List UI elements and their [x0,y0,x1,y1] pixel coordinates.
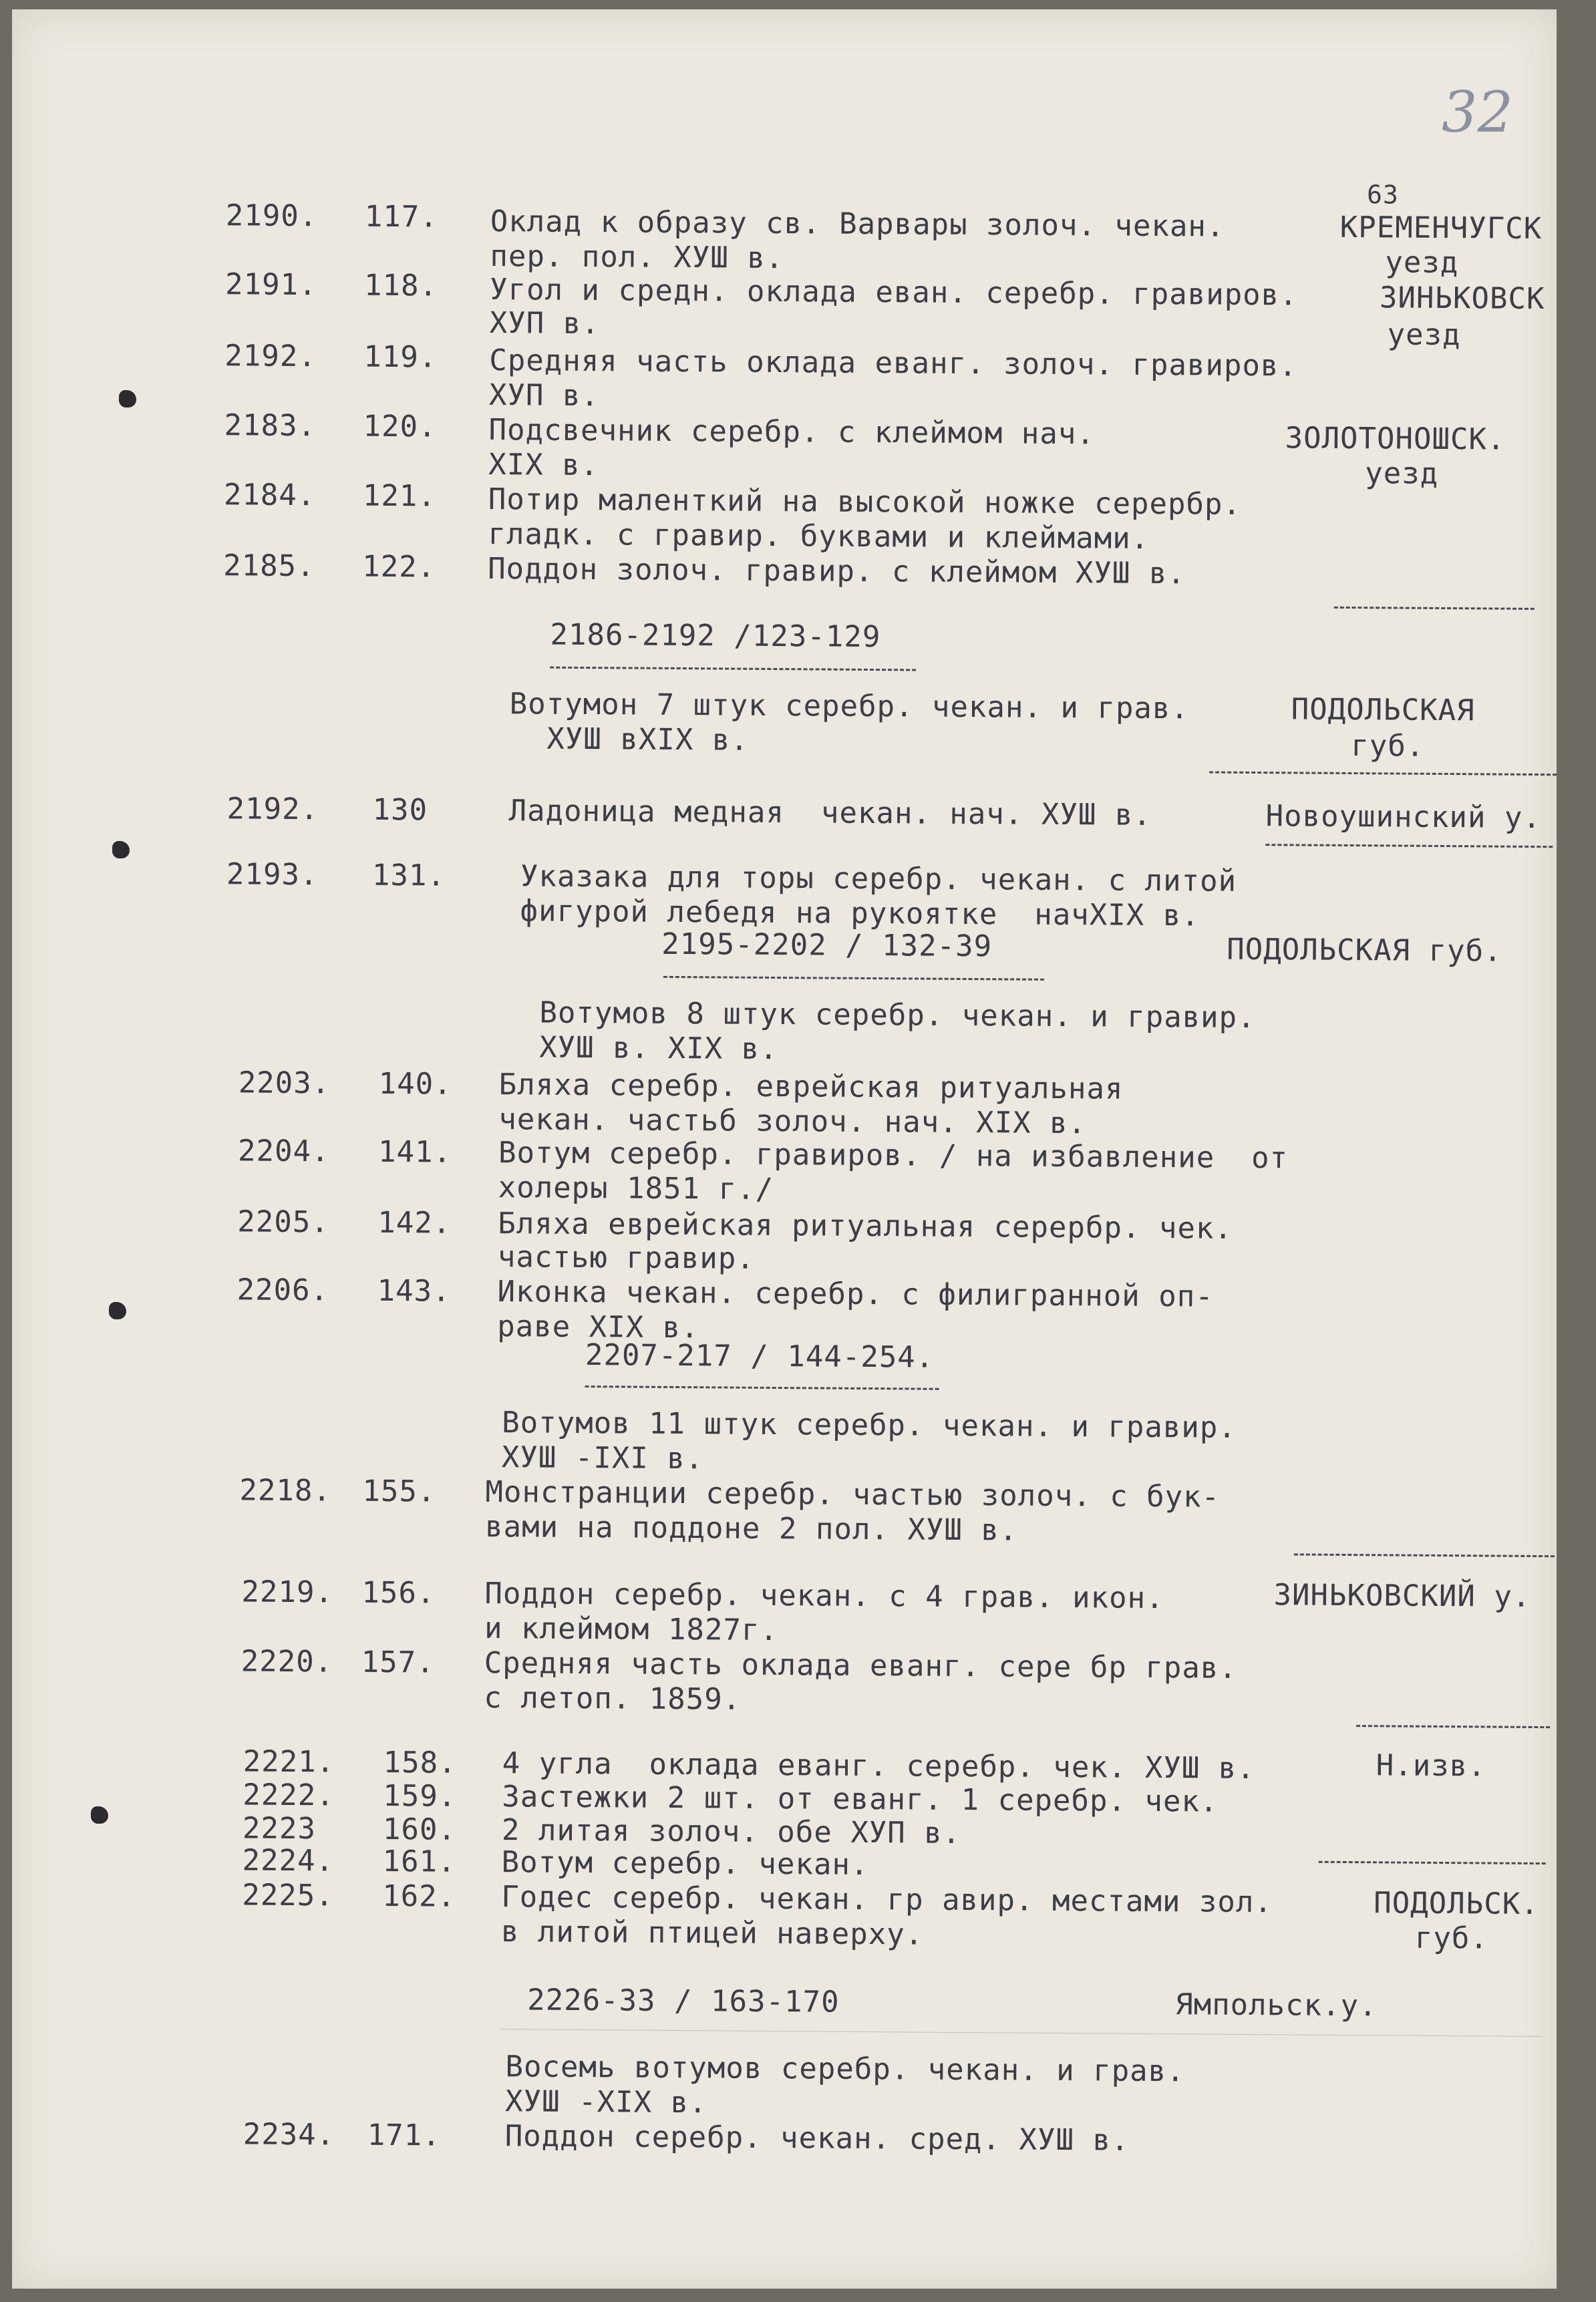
entry-index: 161. [382,1844,456,1879]
entry-index: 130 [372,792,428,828]
region-note: 63 [1366,180,1400,210]
entry-index: 118. [363,268,438,303]
entry-text-cont: ХУП в. [489,306,600,341]
entry-number: 2218. [239,1473,332,1508]
entry-number: 2221. [243,1744,335,1780]
divider-line [1319,1861,1546,1864]
region-label: Ямпольск.у. [1175,1987,1378,2023]
entry-index: 157. [361,1645,435,1680]
entry-index: 155. [362,1474,436,1509]
punch-hole [119,390,136,407]
region-label-sub: уезд [1385,245,1459,281]
entry-number: 2219. [241,1575,334,1610]
entry-index: 120. [363,409,437,444]
entry-text-cont: чекан. частьб золоч. нач. XIX в. [498,1102,1087,1141]
punch-hole [112,841,130,858]
region-label: ЗИНЬКОВСК [1379,281,1545,317]
divider-line [1356,1725,1550,1728]
entry-text: Средняя часть оклада еванг. сере бр грав. [484,1645,1237,1685]
entry-text: Монстранции серебр. частью золоч. с бук- [485,1475,1221,1514]
group-range: 2226-33 / 163-170 [527,1983,840,2019]
entry-number: 2220. [241,1644,333,1679]
entry-text: Бляха серебр. еврейская ритуальная [498,1067,1124,1106]
divider-line [585,1385,939,1390]
entry-index: 156. [361,1575,436,1611]
region-label-sub: уезд [1365,456,1439,491]
document-page [12,9,1557,2289]
entry-text-cont: фигурой лебедя на рукоятке начXIX в. [520,894,1200,933]
entry-index: 159. [383,1778,457,1814]
entry-index: 117. [364,199,438,234]
entry-text: Оклад к образу св. Варвары золоч. чекан. [490,204,1225,244]
group-range: 2195-2202 / 132-39 [661,927,993,964]
divider-line [550,667,916,671]
entry-text: Вотум серебр. чекан. [501,1845,869,1882]
group-range: 2186-2192 /123-129 [550,617,881,655]
region-label: ПОДОЛЬСКАЯ губ. [1227,932,1502,969]
entry-text-cont: и клеймом 1827г. [484,1611,779,1648]
region-label-sub: губ. [1414,1921,1489,1956]
entry-text-cont: с летоп. 1859. [484,1680,742,1717]
punch-hole [109,1302,126,1319]
group-text-cont: ХУШ -XIX в. [504,2084,707,2120]
entry-index: 119. [363,339,438,375]
entry-number: 2206. [236,1273,329,1308]
entry-text-cont: холеры 1851 г./ [498,1170,774,1207]
entry-number: 2184. [223,478,316,513]
group-text-cont: ХУШ вХIХ в. [546,721,749,758]
entry-text: Бляха еврейская ритуальная серербр. чек. [498,1206,1233,1246]
region-label: ПОДОЛЬСКАЯ [1291,692,1475,728]
entry-number: 2225. [242,1878,334,1913]
entry-text-cont: XIX в. [488,447,599,483]
entry-index: 171. [367,2118,441,2153]
entry-index: 160. [382,1812,457,1847]
entry-text-cont: частью гравир. [497,1240,756,1276]
entry-number: 2205. [237,1204,329,1240]
divider-line [1209,772,1557,776]
entry-text: Годес серебр. чекан. гр авир. местами зол. [501,1880,1273,1920]
entry-text: Поддон серебр. чекан. сред. ХУШ в. [504,2119,1130,2158]
entry-index: 141. [377,1134,452,1170]
region-label: ЗИНЬКОВСКИЙ у. [1273,1578,1531,1614]
divider-line [1294,1553,1555,1557]
group-text: Вотумов 11 штук серебр. чекан. и гравир. [502,1406,1237,1445]
entry-number: 2224. [242,1843,335,1878]
entry-index: 131. [371,858,446,893]
group-text-cont: ХУШ -IXI в. [501,1440,704,1476]
entry-number: 2204. [237,1134,330,1169]
group-text: Восемь вотумов серебр. чекан. и грав. [505,2049,1185,2089]
entry-text: 4 угла оклада еванг. серебр. чек. ХУШ в. [502,1746,1255,1786]
entry-index: 142. [377,1205,452,1241]
entry-index: 143. [377,1273,451,1309]
entry-number: 2203. [238,1065,331,1101]
entry-text: Подсвечник серебр. с клеймом нач. [488,412,1095,452]
entry-text-cont: ХУП в. [488,377,600,414]
entry-number: 2192. [224,339,317,374]
region-label: КРЕМЕНЧУГСК [1339,210,1543,246]
entry-number: 2190. [225,198,318,234]
group-range: 2207-217 / 144-254. [585,1338,935,1375]
entry-text: Указака для торы серебр. чекан. с литой [520,859,1237,898]
entry-number: 2222. [243,1778,335,1813]
region-label: ПОДОЛЬСК. [1374,1886,1539,1922]
entry-index: 140. [378,1066,452,1102]
entry-text-cont: гладк. с гравир. буквами и клеймами. [488,516,1150,556]
divider-line [1265,844,1553,848]
region-label-sub: губ. [1351,729,1425,764]
entry-text: Поддон серебр. чекан. с 4 грав. икон. [484,1576,1164,1616]
divider-line [663,976,1044,981]
punch-hole [91,1806,108,1824]
entry-text-cont: в литой птицей наверху. [500,1915,924,1952]
group-text: Вотумон 7 штук серебр. чекан. и грав. [509,687,1190,726]
entry-text: Застежки 2 шт. от еванг. 1 серебр. чек. [502,1780,1219,1819]
entry-number: 2234. [243,2117,335,2152]
divider-line [1334,607,1535,610]
entry-text: Иконка чекан. серебр. с филигранной оп- [497,1275,1214,1314]
entry-number: 2185. [223,548,315,584]
region-label: ЗОЛОТОНОШСК. [1285,421,1506,457]
region-label: Новоушинский у. [1265,799,1542,836]
entry-number: 2223 [242,1811,317,1846]
region-label: Н.изв. [1376,1748,1486,1784]
group-text: Вотумов 8 штук серебр. чекан. и гравир. [539,995,1256,1035]
entry-text: Угол и средн. оклада еван. серебр. гравиров. [489,273,1298,313]
entry-number: 2193. [226,857,319,892]
region-label-sub: уезд [1387,317,1461,353]
entry-text: Вотум серебр. гравиров. / на избавление от [498,1136,1289,1176]
entry-text-cont: раве XIX в. [497,1309,699,1345]
entry-index: 162. [382,1878,456,1914]
divider-line [500,2029,1543,2037]
typed-content [12,9,1557,2158]
entry-text-cont: пер. пол. ХУШ в. [490,239,784,276]
entry-text: 2 литая золоч. обе ХУП в. [501,1813,961,1850]
entry-text: Потир маленткий на высокой ножке серербр. [488,482,1242,522]
entry-index: 122. [362,549,436,585]
entry-text: Поддон золоч. гравир. с клеймом ХУШ в. [487,551,1186,591]
entry-number: 2192. [226,792,319,827]
entry-text: Ладоница медная чекан. нач. ХУШ в. [508,794,1152,832]
page-number: 32 [1442,79,1513,145]
entry-text: Средняя часть оклада еванг. золоч. гравиров. [489,343,1298,383]
entry-number: 2183. [224,408,317,444]
entry-index: 158. [383,1745,457,1780]
entry-number: 2191. [224,267,317,303]
entry-index: 121. [362,478,437,514]
group-text-cont: ХУШ в. XIX в. [538,1030,778,1067]
entry-text-cont: вами на поддоне 2 пол. ХУШ в. [484,1509,1018,1548]
